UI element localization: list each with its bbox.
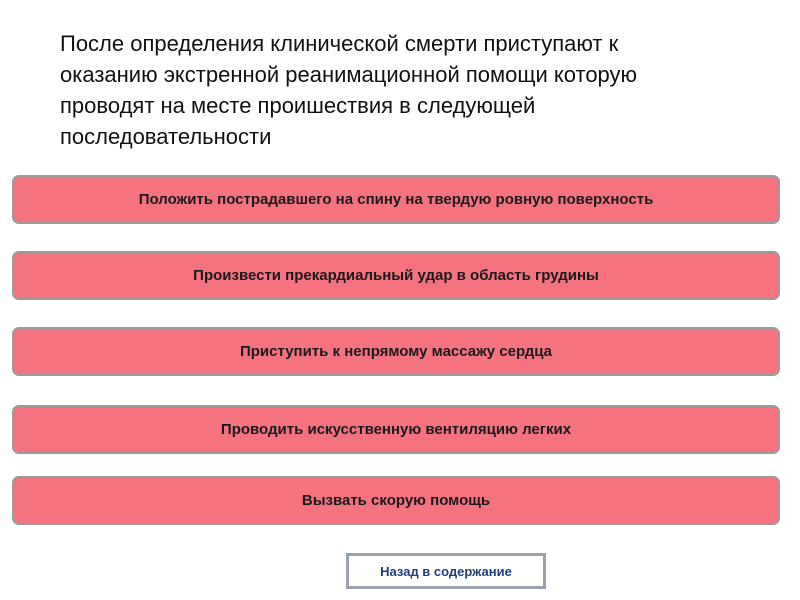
back-button-label: Назад в содержание [380, 563, 512, 579]
step-label: Произвести прекардиальный удар в область грудины [193, 267, 599, 284]
step-label: Положить пострадавшего на спину на твердую ровную поверхность [138, 191, 654, 208]
step-label: Приступить к непрямому массажу сердца [239, 343, 553, 360]
heading-line-3: проводят на месте проишествия в следующей [60, 93, 536, 118]
step-chest-compressions-button[interactable] [12, 327, 780, 376]
back-to-contents-button[interactable] [346, 553, 546, 589]
step-label: Проводить искусственную вентиляцию легких [220, 421, 572, 438]
step-place-victim-button[interactable] [12, 175, 780, 224]
step-precordial-thump-button[interactable] [12, 251, 780, 300]
slide-heading [60, 28, 780, 152]
heading-line-1: После определения клинической смерти приступают к [60, 31, 619, 56]
step-artificial-ventilation-button[interactable] [12, 405, 780, 454]
step-call-ambulance-button[interactable] [12, 476, 780, 525]
step-label: Вызвать скорую помощь [301, 492, 491, 509]
heading-line-4: последовательности [60, 124, 272, 149]
heading-line-2: оказанию экстренной реанимационной помощи которую [60, 62, 638, 87]
